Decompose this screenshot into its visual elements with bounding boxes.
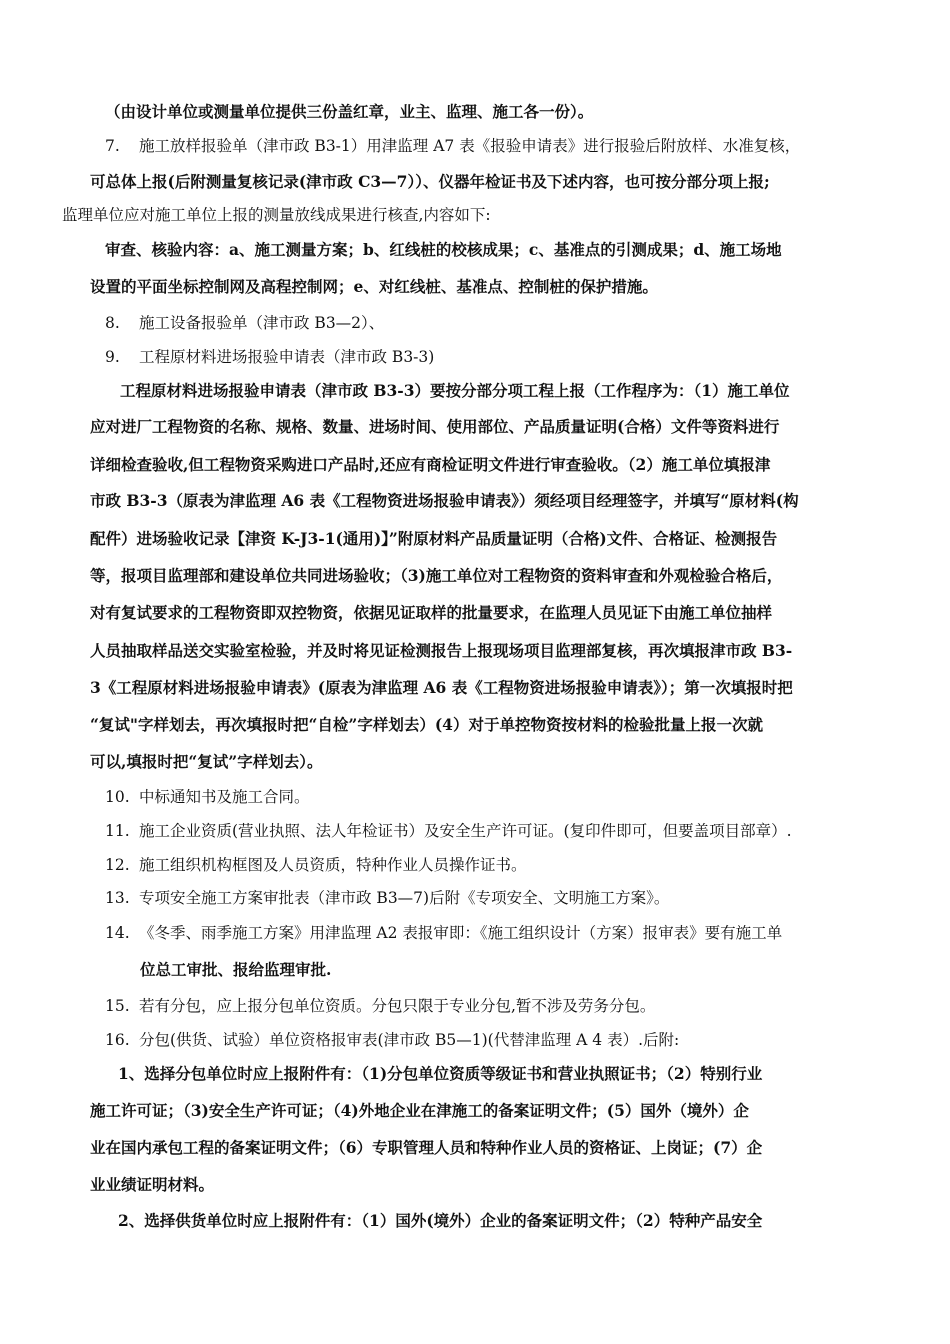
numbered-item: [105, 855, 527, 875]
text-line: 工程原材料进场报验申请表（津市政 B3-3）要按分部分项工程上报（工作程序为：（1）施工单位: [120, 381, 790, 400]
item-number: 9.: [105, 348, 120, 366]
numbered-item: [105, 787, 310, 807]
text-line: 对有复试要求的工程物资即双控物资，依据见证取样的批量要求，在监理人员见证下由施工单位抽样: [90, 603, 773, 622]
text-line: 设置的平面坐标控制网及高程控制网；e、对红线桩、基准点、控制桩的保护措施。: [90, 277, 658, 296]
text-line: （由设计单位或测量单位提供三份盖红章，业主、监理、施工各一份）。: [105, 102, 594, 121]
numbered-item: [105, 347, 434, 367]
text-line: 应对进厂工程物资的名称、规格、数量、进场时间、使用部位、产品质量证明(合格）文件等资料进行: [90, 417, 780, 436]
item-text: 施工企业资质(营业执照、法人年检证书）及安全生产许可证。(复印件即可，但要盖项目部章）.: [139, 822, 792, 840]
numbered-item: [105, 888, 669, 908]
text-line: “复试"字样划去，再次填报时把“自检”字样划去）(4）对于单控物资按材料的检验批量上报一次就: [90, 715, 763, 734]
item-text: 工程原材料进场报验申请表（津市政 B3-3): [139, 348, 435, 366]
numbered-item: [105, 136, 800, 156]
text-line: 配件）进场验收记录【津资 K-J3-1(通用)】”附原材料产品质量证明（合格)文件、合格证、检测报告: [90, 529, 778, 548]
numbered-item: [105, 923, 782, 943]
numbered-item: [105, 996, 655, 1016]
item-text: 施工设备报验单（津市政 B3—2）、: [139, 314, 385, 332]
text-line: 审查、核验内容：a、施工测量方案；b、红线桩的校核成果；c、基准点的引测成果；d、施工场地: [105, 240, 782, 259]
item-number: 10.: [105, 788, 130, 806]
text-line: 2、选择供货单位时应上报附件有：（1）国外(境外）企业的备案证明文件；（2）特种产品安全: [118, 1211, 763, 1230]
text-line: 可总体上报(后附测量复核记录(津市政 C3—7））、仪器年检证书及下述内容，也可按分部分项上报;: [90, 172, 770, 191]
text-line: 3《工程原材料进场报验申请表》(原表为津监理 A6 表《工程物资进场报验申请表》）；第一次填报时把: [90, 678, 793, 697]
text-line: 业在国内承包工程的备案证明文件；（6）专职管理人员和特种作业人员的资格证、上岗证；(7）企: [90, 1138, 763, 1157]
text-line: 业业绩证明材料。: [90, 1175, 215, 1194]
item-number: 13.: [105, 889, 130, 907]
text-line: 监理单位应对施工单位上报的测量放线成果进行核查,内容如下:: [62, 206, 491, 224]
text-line: 位总工审批、报给监理审批.: [140, 960, 332, 979]
item-number: 12.: [105, 856, 130, 874]
item-text: 若有分包，应上报分包单位资质。分包只限于专业分包,暂不涉及劳务分包。: [139, 997, 656, 1015]
item-text: 《冬季、雨季施工方案》用津监理 A2 表报审即：《施工组织设计（方案）报审表》要有施工单: [139, 924, 783, 942]
item-number: 16.: [105, 1031, 130, 1049]
text-line: 详细检查验收,但工程物资采购进口产品时,还应有商检证明文件进行审查验收。（2）施工单位填报津: [90, 455, 771, 474]
item-number: 8.: [105, 314, 120, 332]
item-number: 15.: [105, 997, 130, 1015]
text-line: 市政 B3-3（原表为津监理 A6 表《工程物资进场报验申请表》）须经项目经理签字，并填写“原材料(构: [90, 491, 799, 510]
text-line: 人员抽取样品送交实验室检验，并及时将见证检测报告上报现场项目监理部复核，再次填报津市政 B3-: [90, 641, 793, 660]
item-text: 施工放样报验单（津市政 B3-1）用津监理 A7 表《报验申请表》进行报验后附放样、水准复核，: [139, 137, 801, 155]
numbered-item: [105, 821, 792, 841]
item-text: 专项安全施工方案审批表（津市政 B3—7)后附《专项安全、文明施工方案》。: [139, 889, 670, 907]
text-line: 可以,填报时把“复试”字样划去）。: [90, 752, 323, 771]
numbered-item: [105, 313, 384, 333]
item-text: 分包(供货、试验）单位资格报审表(津市政 B5—1)(代替津监理 A 4 表）.后附:: [139, 1031, 680, 1049]
item-number: 11.: [105, 822, 130, 840]
item-text: 施工组织机构框图及人员资质，特种作业人员操作证书。: [139, 856, 527, 874]
item-number: 14.: [105, 924, 130, 942]
item-text: 中标通知书及施工合同。: [139, 788, 310, 806]
text-line: 等，报项目监理部和建设单位共同进场验收；（3)施工单位对工程物资的资料审查和外观检验合格后，: [90, 566, 783, 585]
text-line: 施工许可证；（3)安全生产许可证；（4)外地企业在津施工的备案证明文件；(5）国外（境外）企: [90, 1101, 749, 1120]
item-number: 7.: [105, 137, 120, 155]
numbered-item: [105, 1030, 679, 1050]
text-line: 1、选择分包单位时应上报附件有：（1)分包单位资质等级证书和营业执照证书；（2）特别行业: [118, 1064, 763, 1083]
